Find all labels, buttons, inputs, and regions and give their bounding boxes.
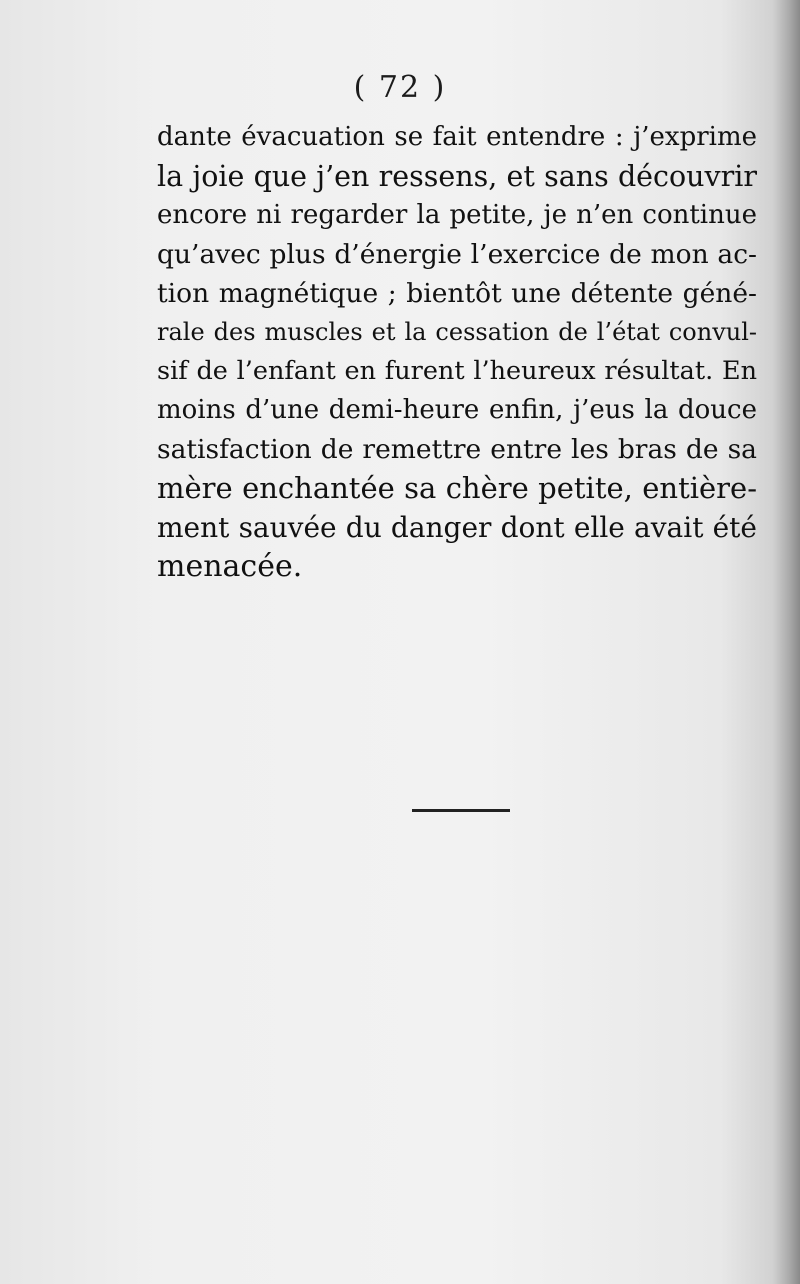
body-text (157, 118, 757, 586)
text-line: rale des muscles et la cessation de l’état convul- (157, 318, 757, 346)
text-line: moins d’une demi-heure enfin, j’eus la douce (157, 395, 757, 425)
text-line: ment sauvée du danger dont elle avait été (157, 511, 757, 544)
text-line: qu’avec plus d’énergie l’exercice de mon ac- (157, 239, 757, 270)
text-line: menacée. (157, 549, 303, 584)
text-line: satisfaction de remettre entre les bras de sa (157, 434, 757, 465)
text-line: mère enchantée sa chère petite, entière- (157, 471, 757, 505)
text-line: tion magnétique ; bientôt une détente géné- (157, 278, 757, 309)
text-line: dante évacuation se fait entendre : j’exprime (157, 122, 757, 152)
text-line: encore ni regarder la petite, je n’en continue (157, 200, 757, 230)
page-number: ( 72 ) (353, 70, 447, 105)
text-line: la joie que j’en ressens, et sans découvrir (157, 160, 757, 193)
text-line: sif de l’enfant en furent l’heureux résultat. En (157, 356, 757, 386)
page-gutter-shadow (772, 0, 800, 1284)
reverse-page-show-through (150, 560, 760, 1180)
section-end-rule (412, 809, 510, 812)
